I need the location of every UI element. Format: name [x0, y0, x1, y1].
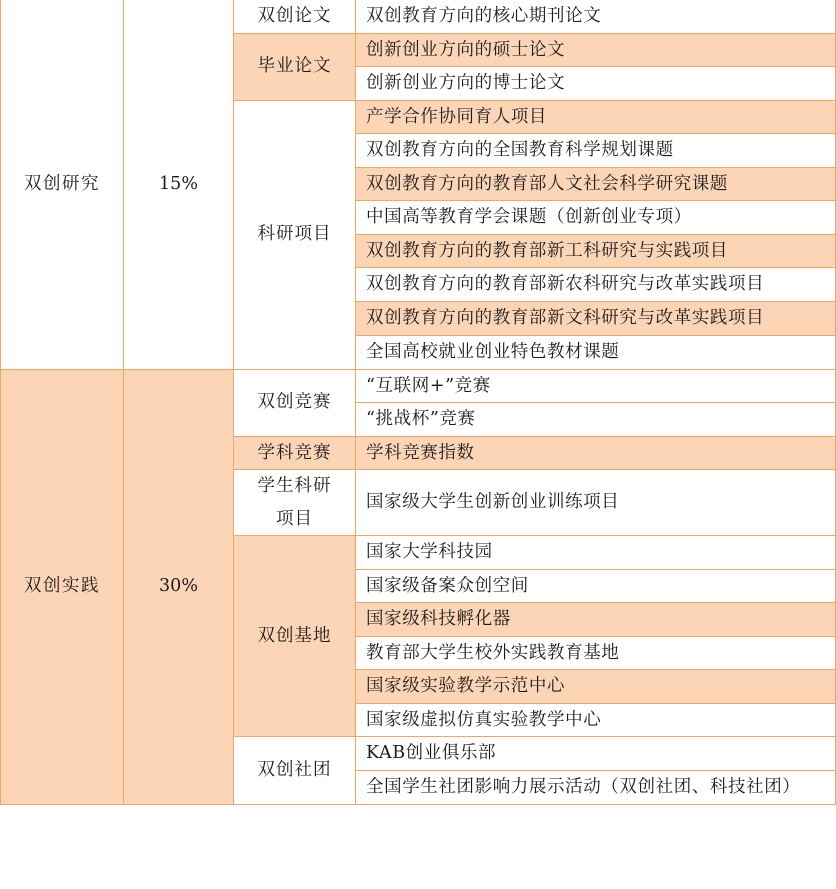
item-cell: 双创教育方向的教育部新农科研究与改革实践项目 — [356, 268, 836, 302]
item-cell: 教育部大学生校外实践教育基地 — [356, 636, 836, 670]
item-cell: 双创教育方向的教育部人文社会科学研究课题 — [356, 167, 836, 201]
item-cell: 学科竞赛指数 — [356, 436, 836, 470]
item-cell: 国家级备案众创空间 — [356, 569, 836, 603]
item-cell: 国家大学科技园 — [356, 536, 836, 570]
item-cell: 全国高校就业创业特色教材课题 — [356, 336, 836, 370]
item-cell: “挑战杯”竞赛 — [356, 403, 836, 437]
item-cell: 国家级大学生创新创业训练项目 — [356, 470, 836, 536]
item-cell: 双创教育方向的教育部新工科研究与实践项目 — [356, 234, 836, 268]
item-cell: 双创教育方向的全国教育科学规划课题 — [356, 134, 836, 168]
item-cell: 双创教育方向的核心期刊论文 — [356, 0, 836, 33]
item-cell: 全国学生社团影响力展示活动（双创社团、科技社团） — [356, 770, 836, 804]
category-cell: 双创研究 — [1, 0, 124, 369]
item-cell: 创新创业方向的博士论文 — [356, 67, 836, 101]
category-cell: 双创实践 — [1, 369, 124, 804]
group-cell: 毕业论文 — [234, 33, 356, 100]
group-name-line: 学生科研 — [257, 476, 332, 496]
item-cell: “互联网+”竞赛 — [356, 369, 836, 403]
item-cell: 国家级虚拟仿真实验教学中心 — [356, 703, 836, 737]
item-cell: 国家级实验教学示范中心 — [356, 670, 836, 704]
item-cell: 产学合作协同育人项目 — [356, 100, 836, 134]
item-cell: 国家级科技孵化器 — [356, 603, 836, 637]
group-cell: 科研项目 — [234, 100, 356, 369]
weight-cell: 15% — [124, 0, 234, 369]
table-row — [1, 369, 836, 403]
item-cell: KAB创业俱乐部 — [356, 737, 836, 771]
item-cell: 创新创业方向的硕士论文 — [356, 33, 836, 67]
group-cell: 双创社团 — [234, 737, 356, 805]
group-cell: 双创论文 — [234, 0, 356, 33]
item-cell: 双创教育方向的教育部新文科研究与改革实践项目 — [356, 302, 836, 336]
group-cell: 学科竞赛 — [234, 436, 356, 470]
group-name-line: 项目 — [276, 508, 313, 529]
group-cell — [234, 470, 356, 536]
weight-cell: 30% — [124, 369, 234, 804]
group-cell: 双创竞赛 — [234, 369, 356, 436]
item-cell: 中国高等教育学会课题（创新创业专项） — [356, 201, 836, 235]
table-row — [1, 0, 836, 33]
group-cell: 双创基地 — [234, 536, 356, 737]
